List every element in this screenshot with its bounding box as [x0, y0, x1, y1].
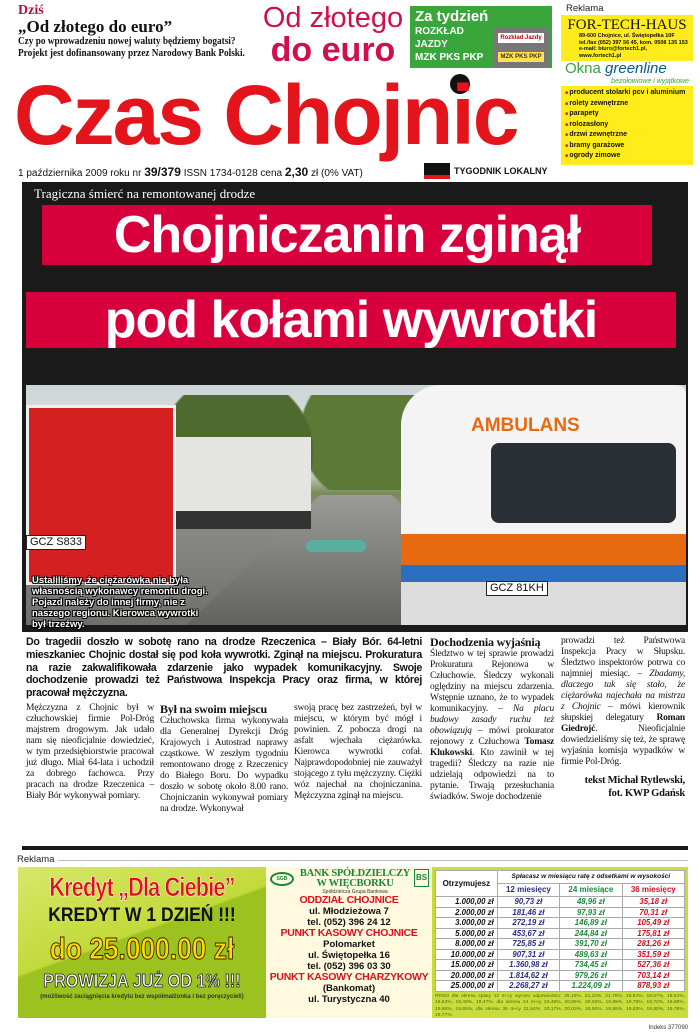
next-week-teaser[interactable] — [410, 6, 552, 68]
ad-company: FOR-TECH-HAUS — [567, 17, 687, 33]
sign-text: Rozkład Jazdy — [498, 33, 544, 43]
euro-project-logo — [258, 2, 408, 69]
text: – mówi kierownik słupskiej delegatury — [561, 702, 685, 723]
bank-info[interactable] — [266, 867, 432, 1018]
ad-label: Reklama — [566, 3, 604, 14]
table-cell: 527,36 zł — [622, 960, 684, 971]
table-row — [436, 928, 685, 939]
table-cell: 725,85 zł — [497, 939, 559, 950]
rrso-note: RRSO dla okresu spłaty 12 m-cy wynosi odpowiednio: 29,15%, 24,10%, 21,70%, 19,84%, 19,67%, 19,61%, 19,53%, 19,49%, 19,47%, dla okresu 24 m-cy 23,46%, 20,86%, 20,02%, 19,85%, 19,75%, 19,72%, 19,68%, 19,66%, 19,65%, dla okresu 36 m-cy 21,54%, 20,17%, 20,03%, 19,92%, 19,85%, 19,83%, 19,80%, 19,78%, 19,77%. — [435, 993, 685, 1019]
table-cell: 3.000,00 zł — [436, 918, 498, 929]
subheading: Był na swoim miejscu — [160, 701, 268, 716]
article-column — [160, 703, 288, 815]
table-cell: 97,93 zł — [560, 907, 622, 918]
table-cell: 10.000,00 zł — [436, 949, 498, 960]
branch-name: ODDZIAŁ CHOJNICE — [299, 894, 399, 906]
ad-product: ■ bramy garażowe — [565, 141, 689, 152]
table-row — [436, 960, 685, 971]
bank-name: BANK SPÓŁDZIELCZY — [299, 868, 411, 879]
bank-group: Spółdzielcza Grupa Bankowa — [322, 889, 388, 895]
table-cell: 703,14 zł — [622, 970, 684, 981]
ad-label: Reklama — [17, 854, 55, 865]
covered-body — [306, 540, 366, 552]
price-suffix: zł (0% VAT) — [311, 168, 363, 179]
branch-line: ul. Młodzieżowa 7 — [309, 906, 389, 917]
branch-name: PUNKT KASOWY CHARZYKOWY — [269, 971, 429, 983]
dump-truck — [176, 437, 311, 529]
table-header: 36 miesięcy — [622, 884, 684, 897]
table-row — [436, 949, 685, 960]
branch-line: ul. Turystyczna 40 — [308, 994, 390, 1005]
table-cell: 2.268,27 zł — [497, 981, 559, 992]
table-row — [436, 970, 685, 981]
table-cell: 281,26 zł — [622, 939, 684, 950]
brand: greenline — [605, 60, 667, 77]
ad-email: e-mail: biuro@fortech1.pl, www.fortech1.pl — [579, 46, 648, 59]
teaser-title: „Od złotego do euro” — [18, 17, 173, 36]
credit-ad[interactable] — [18, 867, 266, 1018]
ad-product: ■ ogrody zimowe — [565, 151, 689, 162]
article-columns — [26, 703, 422, 815]
next-week-line: ROZKŁAD — [415, 26, 464, 37]
fortech-ad[interactable] — [561, 15, 693, 165]
table-cell: 979,26 zł — [560, 970, 622, 981]
article-column: swoją pracę bez zastrzeżeń, był w miejscu, w którym być mógł i powinien. Z pobocza drogi na asfalt wjechała ciężarówka. Kierowca wywrotki cofał. Najprawdopodobniej nie zauważył stojącego z tyłu mężczyzny. Ciężki wóz najechał na chojniczanina. Mężczyzna zginął na miejscu. — [294, 702, 422, 801]
weekly-label: TYGODNIK LOKALNY — [454, 166, 548, 176]
ad-headline: Kredyt „Dla Ciebie” — [49, 872, 235, 902]
table-cell: 8.000,00 zł — [436, 939, 498, 950]
table-header: 24 miesiące — [560, 884, 622, 897]
table-header: Spłacasz w miesiącu ratę z odsetkami w wysokości — [497, 871, 684, 884]
tl-logo-icon — [424, 163, 450, 179]
table-row — [436, 981, 685, 992]
table-cell: 1.814,62 zł — [497, 970, 559, 981]
table-cell: 1.000,00 zł — [436, 897, 498, 908]
ad-product: ■ rolety zewnętrzne — [565, 99, 689, 110]
subheading: Dochodzenia wyjaśnią — [430, 635, 541, 649]
license-plate: GCZ S833 — [26, 535, 86, 550]
teaser[interactable] — [18, 4, 258, 60]
sgb-logo: SGB — [270, 872, 294, 886]
brand: Okna — [565, 60, 601, 77]
person-name: Tomasz Klukowski — [430, 737, 554, 758]
table-cell: 244,84 zł — [560, 928, 622, 939]
branch-line: Polomarket — [323, 939, 375, 950]
table-header: 12 miesięcy — [497, 884, 559, 897]
loan-table-panel — [432, 867, 688, 1018]
headline-line-1[interactable]: Chojniczanin zginął — [42, 205, 652, 265]
table-cell: 181,46 zł — [497, 907, 559, 918]
price: 2,30 — [284, 165, 309, 179]
text: prowadzi też Państwowa Inspekcja Pracy w Słupsku. Śledztwo inspektorów potrwa co najmniej miesiąc. — [561, 636, 685, 679]
branch-line: ul. Świętopełka 16 — [308, 950, 390, 961]
table-cell: 15.000,00 zł — [436, 960, 498, 971]
table-cell: 907,31 zł — [497, 949, 559, 960]
text: Śledztwo w tej sprawie prowadzi Prokuratura Rejonowa w Człuchowie. Śledczy wykonali oględziny na miejscu zdarzenia. Wstępnie uznano, że to wypadek komunikacyjny. — [430, 649, 554, 714]
teaser-line: Czy po wprowadzeniu nowej waluty będziemy bogatsi? — [18, 36, 236, 47]
table-cell: 489,63 zł — [560, 949, 622, 960]
table-cell: 20.000,00 zł — [436, 970, 498, 981]
table-row — [436, 907, 685, 918]
table-cell: 391,70 zł — [560, 939, 622, 950]
table-cell: 90,73 zł — [497, 897, 559, 908]
table-cell: 272,19 zł — [497, 918, 559, 929]
branch-line: tel. (052) 396 03 30 — [307, 961, 391, 972]
table-cell: 2.000,00 zł — [436, 907, 498, 918]
branch-line: tel. (052) 396 24 12 — [307, 917, 391, 928]
table-cell: 70,31 zł — [622, 907, 684, 918]
table-cell: 175,81 zł — [622, 928, 684, 939]
quote: – Zbadamy, dlaczego tak się stało, że ciężarówka najechała na mistrza z Chojnic — [561, 669, 686, 712]
table-row — [436, 897, 685, 908]
next-week-line: MZK PKS PKP — [415, 52, 484, 63]
ad-product: ■ drzwi zewnętrzne — [565, 130, 689, 141]
quote: – Na placu budowy zasady ruchu też obowiązują — [430, 704, 554, 736]
branch-line: (Bankomat) — [322, 983, 376, 994]
next-week-title: Za tydzień — [415, 8, 489, 25]
next-week-line: JAZDY — [415, 39, 448, 50]
table-header: Otrzymujesz — [436, 871, 498, 897]
article-left-block — [26, 636, 422, 815]
issue-number: 39/379 — [144, 165, 181, 179]
article-column — [430, 636, 554, 803]
issue-date: 1 października 2009 roku nr — [18, 168, 142, 179]
table-cell: 25.000,00 zł — [436, 981, 498, 992]
license-plate: GCZ 81KH — [486, 581, 548, 596]
ad-product: ■ rolozasłony — [565, 120, 689, 131]
table-cell: 1.360,98 zł — [497, 960, 559, 971]
ambulance-windshield — [491, 443, 676, 523]
person-name: Roman Giedrojć — [561, 713, 685, 734]
loan-table — [435, 870, 685, 992]
bank-name: W WIĘCBORKU — [316, 878, 394, 889]
table-cell: 35,18 zł — [622, 897, 684, 908]
greenline-logo — [561, 61, 693, 77]
text: . Nieoficjalnie dowiedzieliśmy się też, że sprawę wyjaśnia komisja wypadków w firmie Pol-Dróg. — [561, 724, 685, 767]
masthead-title: Czas Chojnic — [14, 68, 518, 162]
ambulance-label: AMBULANS — [471, 415, 580, 436]
table-cell: 105,49 zł — [622, 918, 684, 929]
headline-line-2[interactable]: pod kołami wywrotki — [26, 292, 676, 348]
teaser-line: Projekt jest dofinansowany przez Narodowy Bank Polski. — [18, 48, 245, 59]
text: . Kto zawinił w tej tragedii? Śledczy na razie nie udzielają odpowiedzi na to pytanie. Trwają przesłuchania świadków. Swoje dochodzenie — [430, 748, 554, 802]
table-cell: 146,89 zł — [560, 918, 622, 929]
sign-text: MZK PKS PKP — [498, 52, 544, 62]
euro-logo-line: do euro — [270, 31, 396, 69]
ad-note: (możliwość zaciągnięcia kredytu bez współmałżonka i bez poręczycieli) — [40, 994, 244, 1000]
column-text: Człuchowska firma wykonywała dla Generalnej Dyrekcji Dróg Krajowych i Autostrad naprawy cząstkowe. W zeszłym tygodniu remontowano drogę z Rzeczenicy do Białego Boru. Do wypadku doszło w sobotę około 8.00 rano. Chojniczanin wykonywał pomiary na drodze. Wykonywał — [160, 715, 288, 814]
byline-author: tekst Michał Rytlewski, — [584, 775, 685, 786]
table-row — [436, 939, 685, 950]
ad-product: ■ parapety — [565, 109, 689, 120]
ad-address: 89-600 Chojnice, ul. Świętopełka 10F — [579, 33, 675, 39]
issn: ISSN 1734-0128 cena — [183, 168, 283, 179]
bs-logo: BS — [414, 869, 429, 887]
branch-name: PUNKT KASOWY CHOJNICE — [280, 927, 418, 939]
ad-text: KREDYT W 1 DZIEŃ !!! — [48, 905, 236, 926]
table-cell: 878,93 zł — [622, 981, 684, 992]
article-column: Mężczyzna z Chojnic był w człuchowskiej firmie Pol-Dróg majstrem drogowym. Jak udało nam się nieoficjalnie dowiedzieć, w tym przedsiębiorstwie pracował już długo. Miał 64-lata i uchodził za dobrego fachowca. Przy pracach na drodze Rzeczenica – Biały Bór wykonywał pomiary. — [26, 702, 154, 801]
article-column — [561, 636, 685, 800]
road-sign-image — [493, 28, 549, 68]
issue-line — [18, 166, 363, 180]
ad-phone: tel./fax (052) 397 56 45, kom. 0508 135 153 — [579, 39, 688, 46]
table-cell: 734,45 zł — [560, 960, 622, 971]
teaser-label: Dziś — [18, 3, 44, 18]
text: – mówi prokurator rejonowy z Człuchowa — [430, 726, 554, 747]
table-row — [436, 918, 685, 929]
fire-truck — [26, 405, 176, 585]
photo-caption: Ustaliliśmy, że ciężarówka nie była własnością wykonawcy remontu drogi. Pojazd należy do innej firmy, nie z naszego regionu. Kierowca wywrotki był trzeźwy. — [32, 575, 208, 630]
divider — [58, 860, 688, 861]
ad-amount: do 25.000.00 zł — [49, 931, 235, 966]
table-cell: 351,59 zł — [622, 949, 684, 960]
ad-text: PROWIZJA JUŻ OD 1% !!! — [43, 971, 241, 991]
ad-products — [565, 88, 689, 162]
story-lead: Do tragedii doszło w sobotę rano na drodze Rzeczenica – Biały Bór. 64-letni mieszkaniec Chojnic dostał się pod koła wywrotki. Zginął na miejscu. Prokuratura na razie zakwalifikowała zdarzenie jako wypadek komunikacyjny. Swoje dochodzenie prowadzi też Państwowa Inspekcja Pracy oraz firma, w której pracował mężczyzna. — [26, 636, 422, 700]
table-cell: 453,67 zł — [497, 928, 559, 939]
weekly-badge — [424, 163, 548, 179]
byline — [561, 774, 685, 800]
table-cell: 48,96 zł — [560, 897, 622, 908]
index-number: Indeks 377090 — [648, 1025, 688, 1031]
divider — [22, 846, 688, 850]
table-cell: 5.000,00 zł — [436, 928, 498, 939]
euro-logo-line: Od złotego — [262, 2, 404, 34]
ad-product: ■ producent stolarki pcv i aluminium — [565, 88, 689, 99]
table-cell: 1.224,09 zł — [560, 981, 622, 992]
ad-tagline: bezołowiowe i wyjątkowe — [561, 77, 693, 86]
byline-photo: fot. KWP Gdańsk — [608, 788, 685, 799]
story-kicker: Tragiczna śmierć na remontowanej drodze — [34, 186, 256, 201]
